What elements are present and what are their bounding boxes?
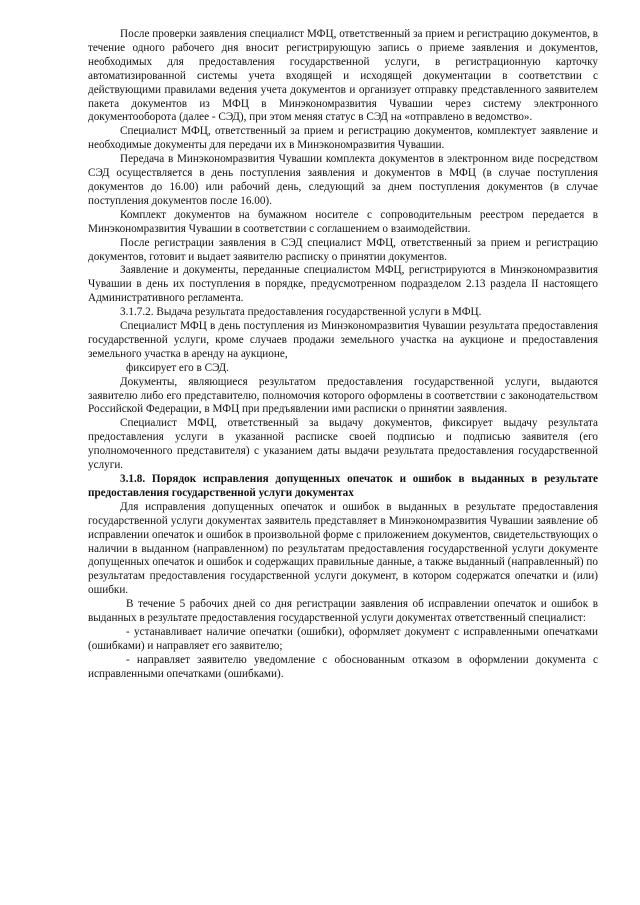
paragraph-transfer-paper: Комплект документов на бумажном носителе с сопроводительным реестром передается в Минэкономразвития Чувашии в соответствии с соглашением о взаимодействии. <box>88 208 598 235</box>
paragraph-registration-ministry: Заявление и документы, переданные специалистом МФЦ, регистрируются в Минэкономразвития Чувашии в день их поступления в порядке, предусмотренном подразделом 2.13 раздела II настоящего Административного регламента. <box>88 264 598 305</box>
list-item-refusal-notice: - направляет заявителю уведомление с обоснованным отказом в оформлении документа с исправленными опечатками (ошибками). <box>88 653 598 680</box>
paragraph-issue-documents: Документы, являющиеся результатом предоставления государственной услуги, выдаются заявителю либо его представителю, полномочия которого оформлены в соответствии с законодательством Российской Федерации, в МФЦ при предъявлении ими расписки о принятии заявления. <box>88 375 598 416</box>
section-heading-3-1-8: 3.1.8. Порядок исправления допущенных опечаток и ошибок в выданных в результате предоставления государственной услуги документах <box>88 473 598 499</box>
paragraph-corrections-request: Для исправления допущенных опечаток и ошибок в выданных в результате предоставления государственной услуги документах заявитель представляет в Минэкономразвития Чувашии заявление об исправлении опечаток и ошибок в произвольной форме с приложением документов, свидетельствующих о наличии в выданном (направленном) по результатам предоставления государственной услуги документе допущенных опечаток и ошибок и содержащих правильные данные, а также выданный (направленный) по результатам предоставления государственной услуги документ, в котором содержатся опечатки и (или) ошибки. <box>88 500 599 597</box>
list-item-establish-error: - устанавливает наличие опечатки (ошибки), оформляет документ с исправленными опечатками (ошибками) и направляет его заявителю; <box>88 625 598 652</box>
paragraph-transfer-electronic: Передача в Минэкономразвития Чувашии комплекта документов в электронном виде посредством СЭД осуществляется в день поступления заявления и документов в МФЦ (в случае поступления документов до 16.00) или рабочий день, следующий за днем поступления документов (в случае поступления документов после 16.00). <box>88 153 598 207</box>
paragraph-issue-record: Специалист МФЦ, ответственный за выдачу документов, фиксирует выдачу результата предоставления услуги в указанной расписке своей подписью и подписью заявителя (его уполномоченного представителя) с указанием даты выдачи результата предоставления государственной услуги. <box>88 417 598 472</box>
paragraph-registration: После проверки заявления специалист МФЦ, ответственный за прием и регистрацию документов, в течение одного рабочего дня вносит регистрирующую запись о приеме заявления и документов, необходимых для предоставления государственной услуги, в регистрационную карточку автоматизированной системы учета входящей и исходящей документации в соответствии с действующими правилами ведения учета документов и организует отправку представленного заявителем пакета документов из МФЦ в Минэкономразвития Чувашии через систему электронного документооборота (далее - СЭД), при этом меняя статус в СЭД на «отправлено в ведомство». <box>88 28 598 124</box>
paragraph-corrections-term: В течение 5 рабочих дней со дня регистрации заявления об исправлении опечаток и ошибок в выданных в результате предоставления государственной услуги документах ответственный специалист: <box>88 598 598 625</box>
paragraph-result-receipt: Специалист МФЦ в день поступления из Минэкономразвития Чувашии результата предоставления государственной услуги, кроме случаев продажи земельного участка на аукционе и предоставления земельного участка в аренду на аукционе, <box>88 320 598 360</box>
section-heading-3-1-7-2: 3.1.7.2. Выдача результата предоставления государственной услуги в МФЦ. <box>120 306 482 319</box>
paragraph-fix-sed: фиксирует его в СЭД. <box>126 361 229 374</box>
document-page <box>88 28 598 682</box>
paragraph-receipt: После регистрации заявления в СЭД специалист МФЦ, ответственный за прием и регистрацию документов, готовит и выдает заявителю расписку о принятии документов. <box>88 236 598 263</box>
paragraph-completion: Специалист МФЦ, ответственный за прием и регистрацию документов, комплектует заявление и необходимые документы для передачи их в Минэкономразвития Чувашии. <box>88 125 598 152</box>
